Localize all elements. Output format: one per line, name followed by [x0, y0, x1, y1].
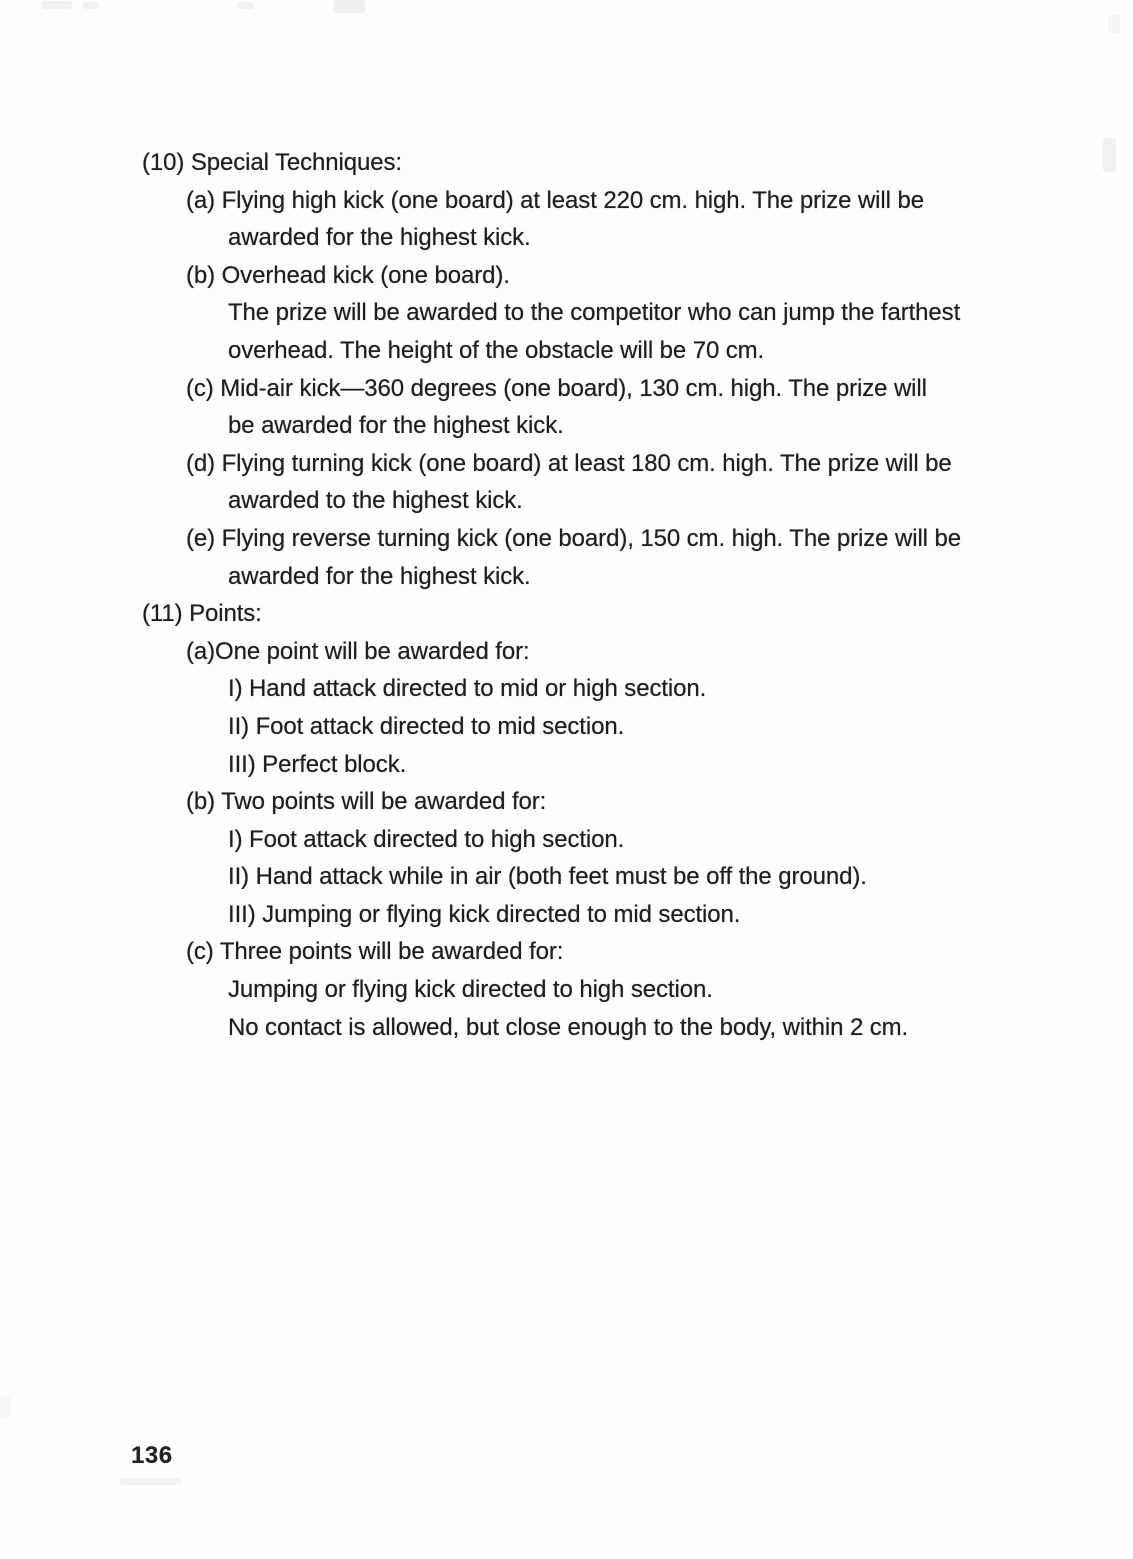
page-text — [142, 144, 1102, 1046]
scan-smudge — [1108, 15, 1120, 33]
text-line: II) Foot attack directed to mid section. — [228, 712, 625, 740]
text-line: II) Hand attack while in air (both feet must be off the ground). — [228, 863, 867, 891]
text-line: (e) Flying reverse turning kick (one board), 150 cm. high. The prize will be — [186, 524, 961, 552]
text-line: awarded for the highest kick. — [228, 224, 531, 252]
scan-smudge — [0, 1396, 10, 1418]
margin-smudge — [1103, 138, 1116, 172]
scan-smudge — [120, 1478, 182, 1485]
scan-smudge — [237, 2, 254, 9]
scan-smudge — [83, 2, 99, 9]
scan-smudge — [333, 0, 365, 13]
text-line: III) Perfect block. — [228, 750, 407, 778]
text-line: (a)One point will be awarded for: — [186, 637, 530, 665]
text-line: The prize will be awarded to the competitor who can jump the farthest — [228, 299, 961, 327]
text-line: I) Foot attack directed to high section. — [228, 825, 625, 853]
text-line: overhead. The height of the obstacle will be 70 cm. — [228, 336, 765, 364]
text-line: Jumping or flying kick directed to high section. — [228, 976, 713, 1004]
text-line: (a) Flying high kick (one board) at least 220 cm. high. The prize will be — [186, 186, 924, 214]
text-line: III) Jumping or flying kick directed to mid section. — [228, 900, 741, 928]
text-line: awarded for the highest kick. — [228, 562, 531, 590]
text-line: (c) Mid-air kick—360 degrees (one board), 130 cm. high. The prize will — [186, 374, 927, 402]
text-line: (c) Three points will be awarded for: — [186, 938, 564, 966]
scan-smudge — [42, 1, 72, 9]
text-line: be awarded for the highest kick. — [228, 412, 564, 440]
text-line: (b) Two points will be awarded for: — [186, 788, 547, 816]
page-number: 136 — [131, 1442, 173, 1469]
text-line: (10) Special Techniques: — [142, 149, 402, 176]
text-line: No contact is allowed, but close enough to the body, within 2 cm. — [228, 1013, 909, 1041]
text-line: I) Hand attack directed to mid or high section. — [228, 675, 707, 703]
text-line: (b) Overhead kick (one board). — [186, 261, 510, 289]
text-line: awarded to the highest kick. — [228, 487, 523, 515]
text-line: (d) Flying turning kick (one board) at least 180 cm. high. The prize will be — [186, 449, 952, 477]
text-line: (11) Points: — [142, 600, 262, 628]
